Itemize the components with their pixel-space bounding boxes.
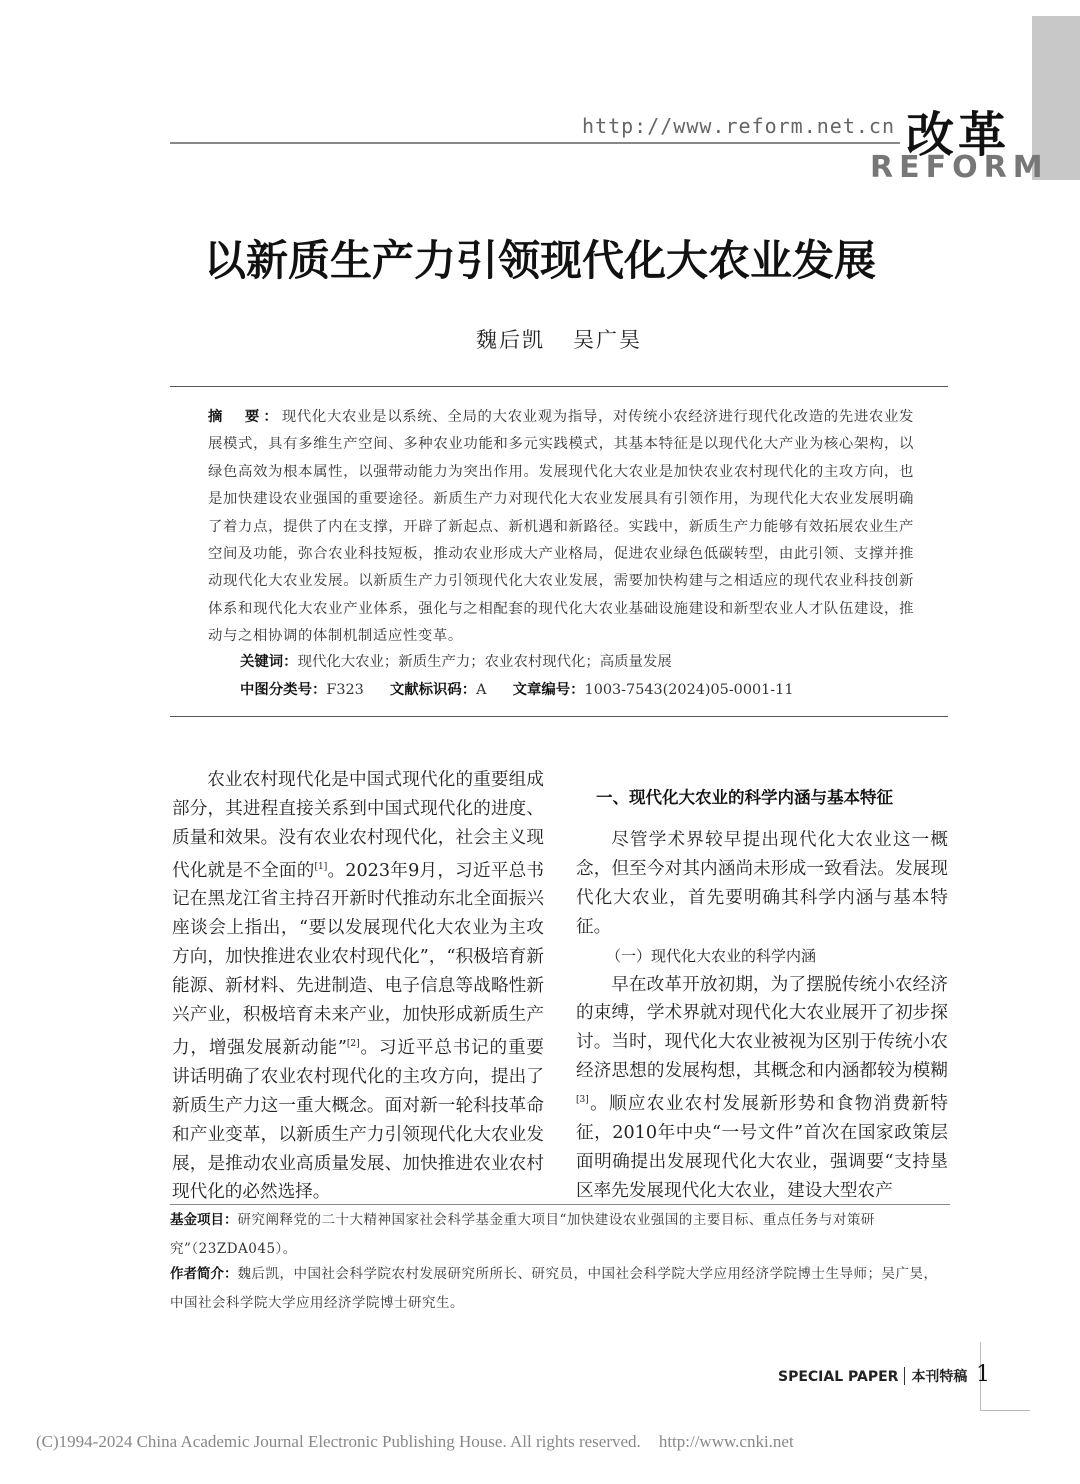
journal-logo-en: REFORM bbox=[870, 150, 1049, 185]
body-text: 。顺应农业农村发展新形势和食物消费新特征，2010年中央“一号文件”首次在国家政策层面明确提出发展现代化大农业，强调要“支持垦区率先发展现代化大农业，建设大型农产 bbox=[576, 1094, 948, 1201]
body-paragraph bbox=[172, 766, 544, 1207]
footer-rule-horizontal bbox=[980, 1410, 1030, 1411]
clc-value: F323 bbox=[326, 682, 364, 698]
body-paragraph: 尽管学术界较早提出现代化大农业这一概念，但至今对其内涵尚未形成一致看法。发展现代化大农业，首先要明确其科学内涵与基本特征。 bbox=[576, 830, 948, 937]
body-text: 。2023年9月，习近平总书记在黑龙江省主持召开新时代推动东北全面振兴座谈会上指出，“要以发展现代化大农业为主攻方向，加快推进农业农村现代化”，“积极培育新能源、新材料、先进制造、电子信息等战略性新兴产业，积极培育未来产业，加快形成新质生产力，增强发展新动能” bbox=[172, 860, 544, 1058]
author-list bbox=[0, 324, 1080, 354]
keywords-text: 现代化大农业；新质生产力；农业农村现代化；高质量发展 bbox=[297, 654, 672, 670]
abstract-label: 摘 要： bbox=[208, 409, 282, 425]
keywords bbox=[240, 650, 672, 671]
abstract-text: 现代化大农业是以系统、全局的大农业观为指导，对传统小农经济进行现代化改造的先进农业发展模式，具有多维生产空间、多种农业功能和多元实践模式，其基本特征是以现代化大产业为核心架构，以绿色高效为根本属性，以强带动能力为突出作用。发展现代化大农业是加快农业农村现代化的主攻方向，也是加快建设农业强国的重要途径。新质生产力对现代化大农业发展具有引领作用，为现代化大农业发展明确了着力点，提供了内在支撑，开辟了新起点、新机遇和新路径。实践中，新质生产力能够有效拓展农业生产空间及功能，弥合农业科技短板，推动农业形成大产业格局，促进农业绿色低碳转型，由此引领、支撑并推动现代化大农业发展。以新质生产力引领现代化大农业发展，需要加快构建与之相适应的现代农业科技创新体系和现代化大农业产业体系，强化与之相配套的现代化大农业基础设施建设和新型农业人才队伍建设，推动与之相协调的体制机制适应性变革。 bbox=[208, 409, 914, 645]
section-tag-en: SPECIAL PAPER bbox=[778, 1369, 899, 1385]
journal-logo-cn: 改革 bbox=[906, 107, 1011, 163]
journal-url: http://www.reform.net.cn bbox=[582, 114, 895, 138]
citation-ref: [2] bbox=[346, 1039, 360, 1050]
footnote-separator bbox=[170, 1204, 950, 1205]
article-number-label: 文章编号： bbox=[512, 682, 585, 698]
body-text: 早在改革开放初期，为了摆脱传统小农经济的束缚，学术界就对现代化大农业展开了初步探讨。当时，现代化大农业被视为区别于传统小农经济思想的发展构想，其概念和内涵都较为模糊 bbox=[576, 974, 948, 1082]
copyright-line bbox=[36, 1432, 794, 1452]
fund-text: 研究阐释党的二十大精神国家社会科学基金重大项目“加快建设农业强国的主要目标、重点任务与对策研究”（23ZDA045）。 bbox=[170, 1212, 875, 1257]
citation-ref: [3] bbox=[576, 1095, 589, 1106]
section-heading: 一、现代化大农业的科学内涵与基本特征 bbox=[596, 788, 893, 807]
fund-label: 基金项目： bbox=[170, 1212, 238, 1228]
copyright-url: http://www.cnki.net bbox=[658, 1432, 794, 1451]
header-rule bbox=[170, 142, 900, 144]
article-number-value: 1003-7543(2024)05-0001-11 bbox=[584, 682, 794, 698]
author-note bbox=[170, 1260, 950, 1318]
author-name: 魏后凯 bbox=[476, 328, 545, 352]
body-left-column bbox=[172, 766, 544, 1207]
body-right-column bbox=[576, 826, 948, 1206]
body-text: 。习近平总书记的重要讲话明确了农业农村现代化的主攻方向，提出了新质生产力这一重大概念。面对新一轮科技革命和产业变革，以新质生产力引领现代化大农业发展，是推动农业高质量发展、加快推进农业农村现代化的必然选择。 bbox=[172, 1037, 544, 1203]
article-title: 以新质生产力引领现代化大农业发展 bbox=[203, 236, 876, 285]
body-text: 农业农村现代化是中国式现代化的重要组成部分，其进程直接关系到中国式现代化的进度、质量和效果。没有农业农村现代化，社会主义现代化就是不全面的 bbox=[172, 770, 544, 881]
doc-code-value: A bbox=[476, 682, 487, 698]
page-number: 1 bbox=[976, 1362, 990, 1387]
copyright-text: (C)1994-2024 China Academic Journal Electronic Publishing House. All rights reserved. bbox=[36, 1432, 641, 1451]
abstract bbox=[208, 404, 914, 651]
keywords-label: 关键词： bbox=[240, 654, 298, 670]
section-tag-divider bbox=[904, 1367, 905, 1385]
author-note-label: 作者简介： bbox=[170, 1266, 238, 1282]
classification-line bbox=[240, 678, 793, 699]
section-tag-cn: 本刊特稿 bbox=[911, 1369, 968, 1385]
subsection-heading: （一）现代化大农业的科学内涵 bbox=[606, 946, 817, 965]
doc-code-label: 文献标识码： bbox=[389, 682, 477, 698]
abstract-top-rule bbox=[170, 386, 948, 387]
author-note-text: 魏后凯，中国社会科学院农村发展研究所所长、研究员，中国社会科学院大学应用经济学院博士生导师；吴广昊，中国社会科学院大学应用经济学院博士研究生。 bbox=[170, 1266, 938, 1311]
author-name: 吴广昊 bbox=[573, 328, 642, 352]
body-paragraph bbox=[576, 971, 948, 1206]
fund-note bbox=[170, 1206, 950, 1264]
clc-label: 中图分类号： bbox=[240, 682, 327, 698]
citation-ref: [1] bbox=[314, 861, 328, 872]
abstract-bottom-rule bbox=[170, 716, 948, 717]
section-tag bbox=[778, 1366, 967, 1386]
